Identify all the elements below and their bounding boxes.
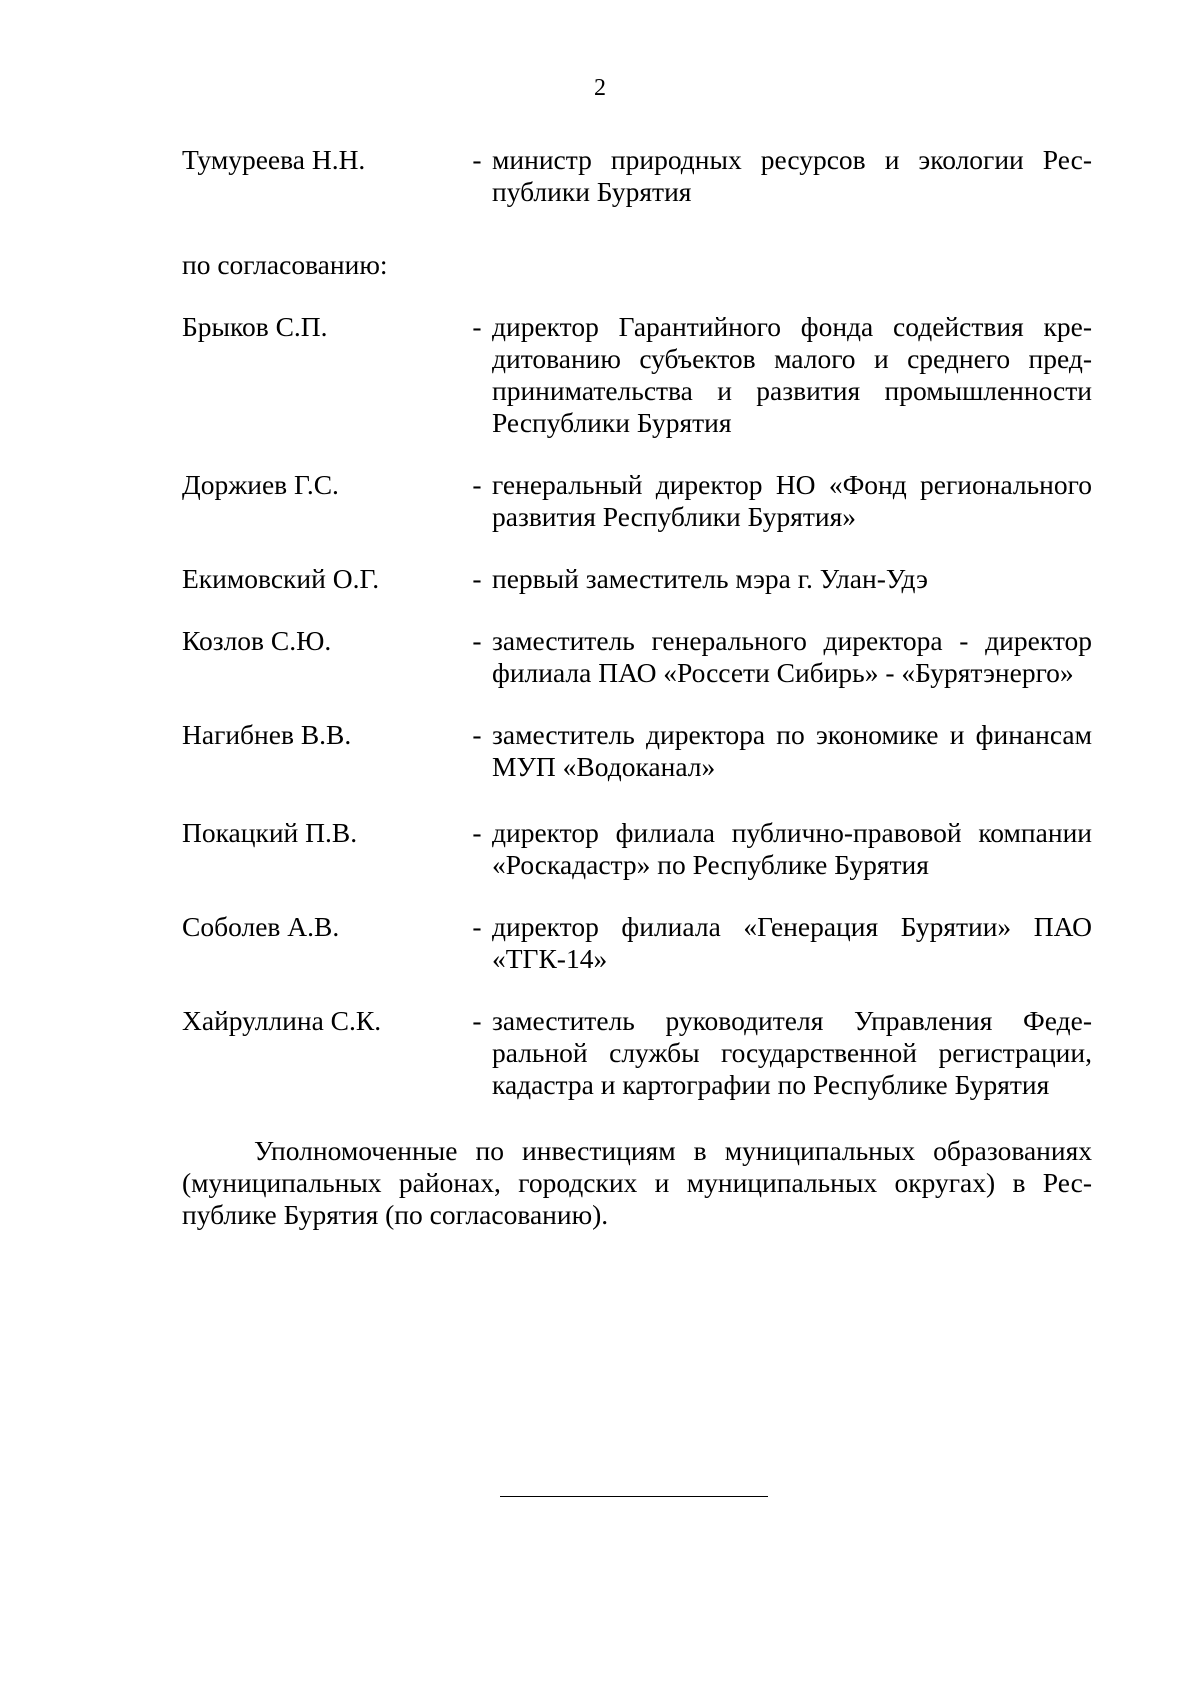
member-name: Хайруллина С.К. bbox=[182, 1005, 382, 1036]
member-position: министр природных ресурсов и экологии Республики Бурятия bbox=[492, 144, 1092, 207]
member-row bbox=[182, 311, 1092, 439]
members-list bbox=[182, 144, 1092, 1231]
agreement-label: по согласованию: bbox=[182, 249, 388, 280]
member-dash: - bbox=[472, 469, 482, 500]
end-divider bbox=[500, 1496, 768, 1497]
member-row bbox=[182, 625, 1092, 689]
member-row bbox=[182, 719, 1092, 783]
member-row bbox=[182, 563, 1092, 595]
member-row bbox=[182, 469, 1092, 533]
member-position: заместитель руководителя Управления Федеральной службы государственной регистрации, кадастра и картографии по Республике Бурятия bbox=[492, 1005, 1092, 1100]
member-dash: - bbox=[472, 817, 482, 848]
member-row bbox=[182, 1005, 1092, 1101]
closing-paragraph: Уполномоченные по инвестициям в муниципальных образованиях (муниципальных районах, городских и муниципальных округах) в Республике Бурятия (по согласованию). bbox=[182, 1135, 1092, 1230]
member-dash: - bbox=[472, 719, 482, 750]
member-dash: - bbox=[472, 625, 482, 656]
member-position: заместитель генерального директора - директор филиала ПАО «Россети Сибирь» - «Бурятэнерго» bbox=[492, 625, 1092, 688]
member-name: Брыков С.П. bbox=[182, 311, 328, 342]
member-name: Доржиев Г.С. bbox=[182, 469, 339, 500]
page-number: 2 bbox=[594, 75, 606, 101]
member-name: Соболев А.В. bbox=[182, 911, 340, 942]
member-name: Козлов С.Ю. bbox=[182, 625, 332, 656]
member-row bbox=[182, 144, 1092, 208]
member-row bbox=[182, 817, 1092, 881]
member-position: заместитель директора по экономике и финансам МУП «Водоканал» bbox=[492, 719, 1092, 782]
member-position: директор филиала публично-правовой компании «Роскадастр» по Республике Бурятия bbox=[492, 817, 1092, 880]
member-dash: - bbox=[472, 144, 482, 175]
member-name: Тумуреева Н.Н. bbox=[182, 144, 366, 175]
member-dash: - bbox=[472, 563, 482, 594]
member-position: генеральный директор НО «Фонд регионального развития Республики Бурятия» bbox=[492, 469, 1092, 532]
member-position: первый заместитель мэра г. Улан-Удэ bbox=[492, 563, 928, 594]
member-name: Покацкий П.В. bbox=[182, 817, 358, 848]
member-dash: - bbox=[472, 1005, 482, 1036]
member-name: Екимовский О.Г. bbox=[182, 563, 380, 594]
member-dash: - bbox=[472, 911, 482, 942]
member-position: директор филиала «Генерация Бурятии» ПАО «ТГК-14» bbox=[492, 911, 1092, 974]
member-name: Нагибнев В.В. bbox=[182, 719, 352, 750]
member-dash: - bbox=[472, 311, 482, 342]
member-position: директор Гарантийного фонда содействия кредитованию субъектов малого и среднего предпринимательства и развития промышленности Республики Бурятия bbox=[492, 311, 1092, 438]
member-row bbox=[182, 911, 1092, 975]
